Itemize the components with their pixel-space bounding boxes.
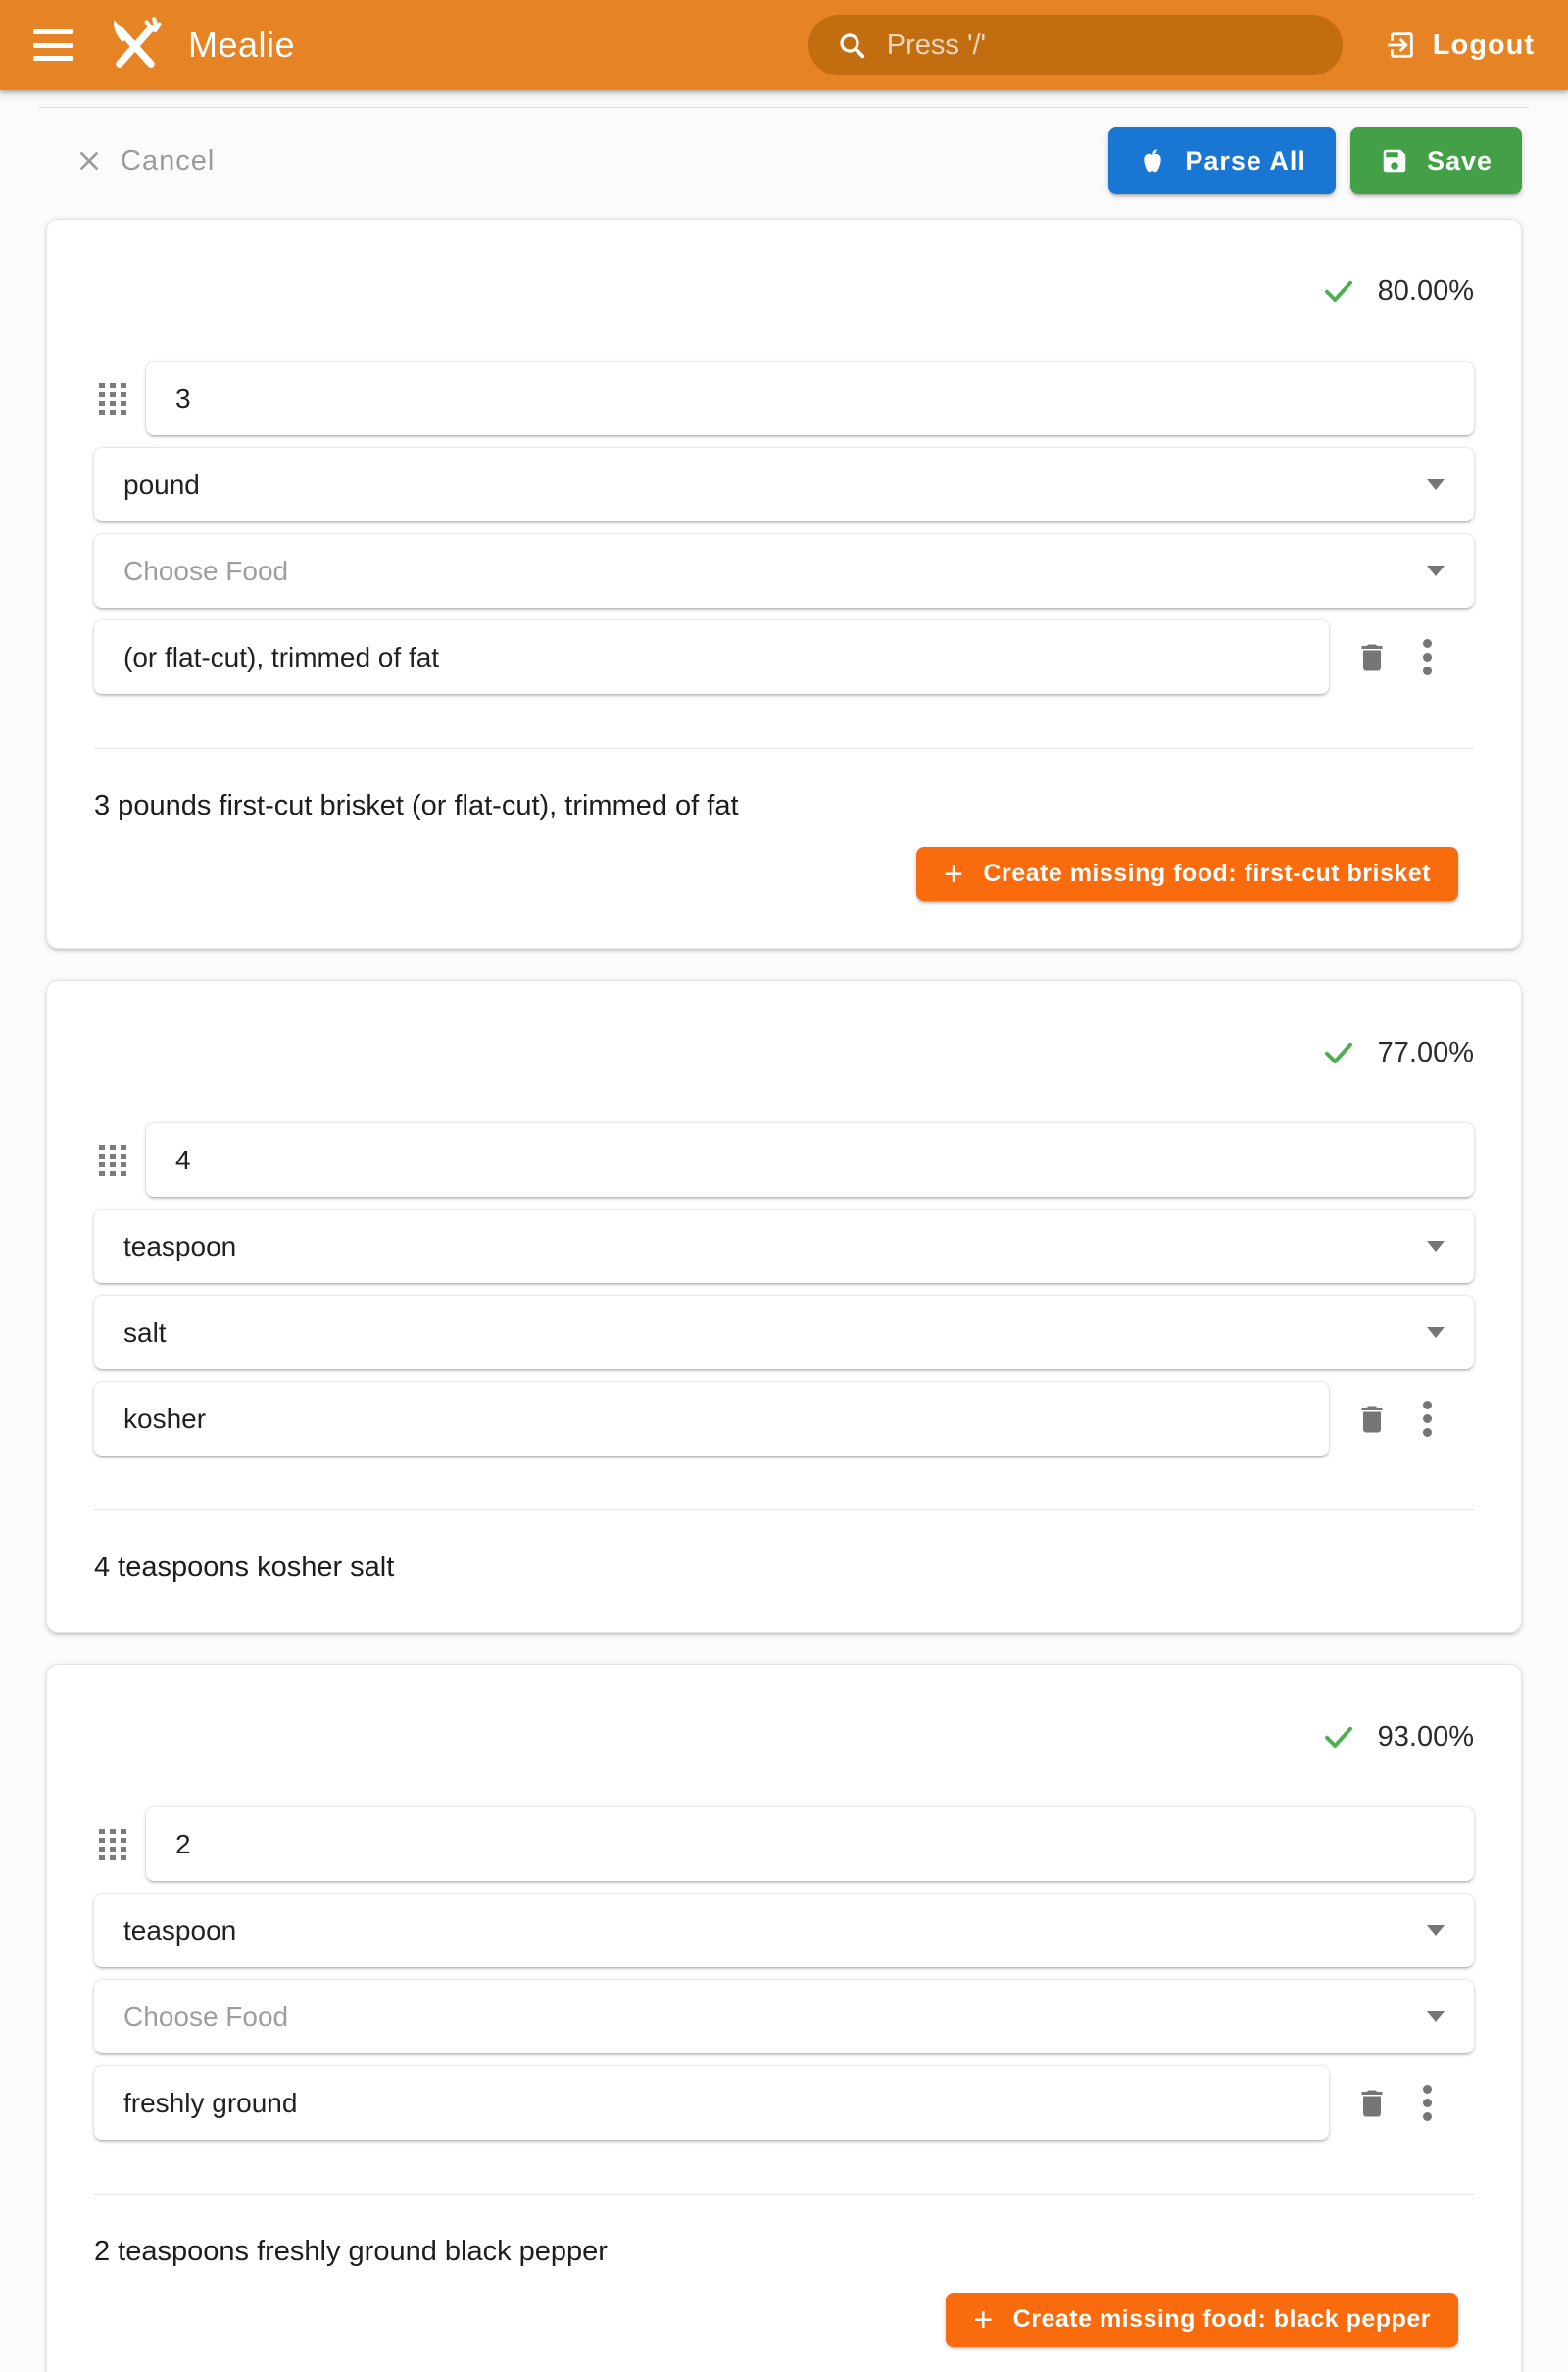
original-ingredient-text: 4 teaspoons kosher salt [94, 1552, 395, 1583]
chevron-down-icon [1427, 2011, 1445, 2022]
trash-icon [1354, 2086, 1390, 2121]
plus-icon: + [973, 2300, 994, 2339]
food-select[interactable] [94, 1980, 1474, 2053]
editor-toolbar [46, 127, 1522, 194]
confidence-row [94, 1035, 1474, 1070]
card-divider [94, 1509, 1474, 1510]
chevron-down-icon [1427, 566, 1445, 576]
unit-value: pound [123, 469, 200, 500]
ingredient-card [46, 980, 1522, 1633]
app-bar [0, 0, 1568, 90]
check-icon [1321, 1719, 1356, 1754]
note-input[interactable] [94, 620, 1329, 694]
chevron-down-icon [1427, 1925, 1445, 1936]
unit-select[interactable] [94, 1894, 1474, 1967]
logout-label: Logout [1432, 28, 1535, 61]
cancel-label: Cancel [121, 144, 216, 176]
delete-button[interactable] [1350, 628, 1394, 687]
logout-icon [1384, 28, 1417, 62]
parse-all-label: Parse All [1185, 145, 1306, 175]
quantity-input[interactable] [146, 1123, 1474, 1197]
food-value: Choose Food [123, 555, 289, 586]
food-value: salt [123, 1316, 167, 1348]
food-select[interactable] [94, 534, 1474, 608]
unit-select[interactable] [94, 1210, 1474, 1283]
ingredient-card [46, 219, 1522, 949]
save-icon [1380, 146, 1409, 175]
food-value: Choose Food [123, 2001, 289, 2032]
parse-all-button[interactable] [1108, 127, 1336, 194]
ingredient-parser-list [46, 219, 1522, 2372]
card-divider [94, 2194, 1474, 2195]
unit-select[interactable] [94, 448, 1474, 521]
more-menu-button[interactable] [1405, 2074, 1448, 2133]
search-placeholder: Press '/' [886, 28, 987, 61]
drag-handle-icon[interactable] [99, 383, 128, 415]
logout-button[interactable] [1384, 28, 1535, 62]
confidence-value: 77.00% [1377, 1036, 1474, 1068]
note-input[interactable] [94, 1382, 1329, 1456]
confidence-value: 93.00% [1377, 1720, 1474, 1753]
close-icon [74, 145, 105, 176]
cancel-button[interactable] [46, 145, 215, 177]
chevron-down-icon [1427, 1327, 1445, 1338]
original-ingredient-text: 2 teaspoons freshly ground black pepper [94, 2236, 608, 2267]
trash-icon [1354, 1402, 1390, 1437]
save-button[interactable] [1350, 127, 1522, 194]
menu-icon[interactable] [33, 29, 73, 61]
original-ingredient-text: 3 pounds first-cut brisket (or flat-cut), trimmed of fat [94, 790, 739, 821]
check-icon [1321, 1035, 1356, 1070]
toolbar-divider [39, 107, 1529, 108]
create-missing-food-label: Create missing food: black pepper [1012, 2305, 1431, 2333]
chevron-down-icon [1427, 479, 1445, 490]
check-icon [1321, 273, 1356, 309]
ingredient-card [46, 1664, 1522, 2372]
drag-handle-icon[interactable] [99, 1829, 128, 1860]
kebab-menu-icon [1423, 653, 1432, 662]
quantity-input[interactable] [146, 1807, 1474, 1881]
plus-icon: + [944, 855, 964, 893]
mealie-logo-icon[interactable] [104, 14, 167, 76]
quantity-input[interactable] [146, 362, 1474, 435]
trash-icon [1354, 640, 1390, 675]
confidence-row [94, 1719, 1474, 1754]
app-title: Mealie [188, 25, 296, 65]
apple-icon [1138, 146, 1167, 175]
more-menu-button[interactable] [1405, 628, 1448, 687]
create-missing-food-button[interactable] [916, 847, 1458, 901]
search-icon [836, 29, 867, 61]
save-label: Save [1426, 145, 1493, 175]
unit-value: teaspoon [123, 1230, 237, 1261]
kebab-menu-icon [1423, 1414, 1432, 1423]
drag-handle-icon[interactable] [99, 1145, 128, 1176]
confidence-value: 80.00% [1377, 274, 1474, 307]
create-missing-food-button[interactable] [946, 2293, 1458, 2347]
confidence-row [94, 273, 1474, 309]
unit-value: teaspoon [123, 1914, 237, 1946]
note-input[interactable] [94, 2066, 1329, 2140]
create-missing-food-label: Create missing food: first-cut brisket [983, 860, 1431, 887]
food-select[interactable] [94, 1296, 1474, 1369]
delete-button[interactable] [1350, 2074, 1394, 2133]
search-input[interactable] [808, 15, 1343, 75]
card-divider [94, 748, 1474, 749]
kebab-menu-icon [1423, 2099, 1432, 2107]
chevron-down-icon [1427, 1241, 1445, 1252]
delete-button[interactable] [1350, 1390, 1394, 1449]
more-menu-button[interactable] [1405, 1390, 1448, 1449]
